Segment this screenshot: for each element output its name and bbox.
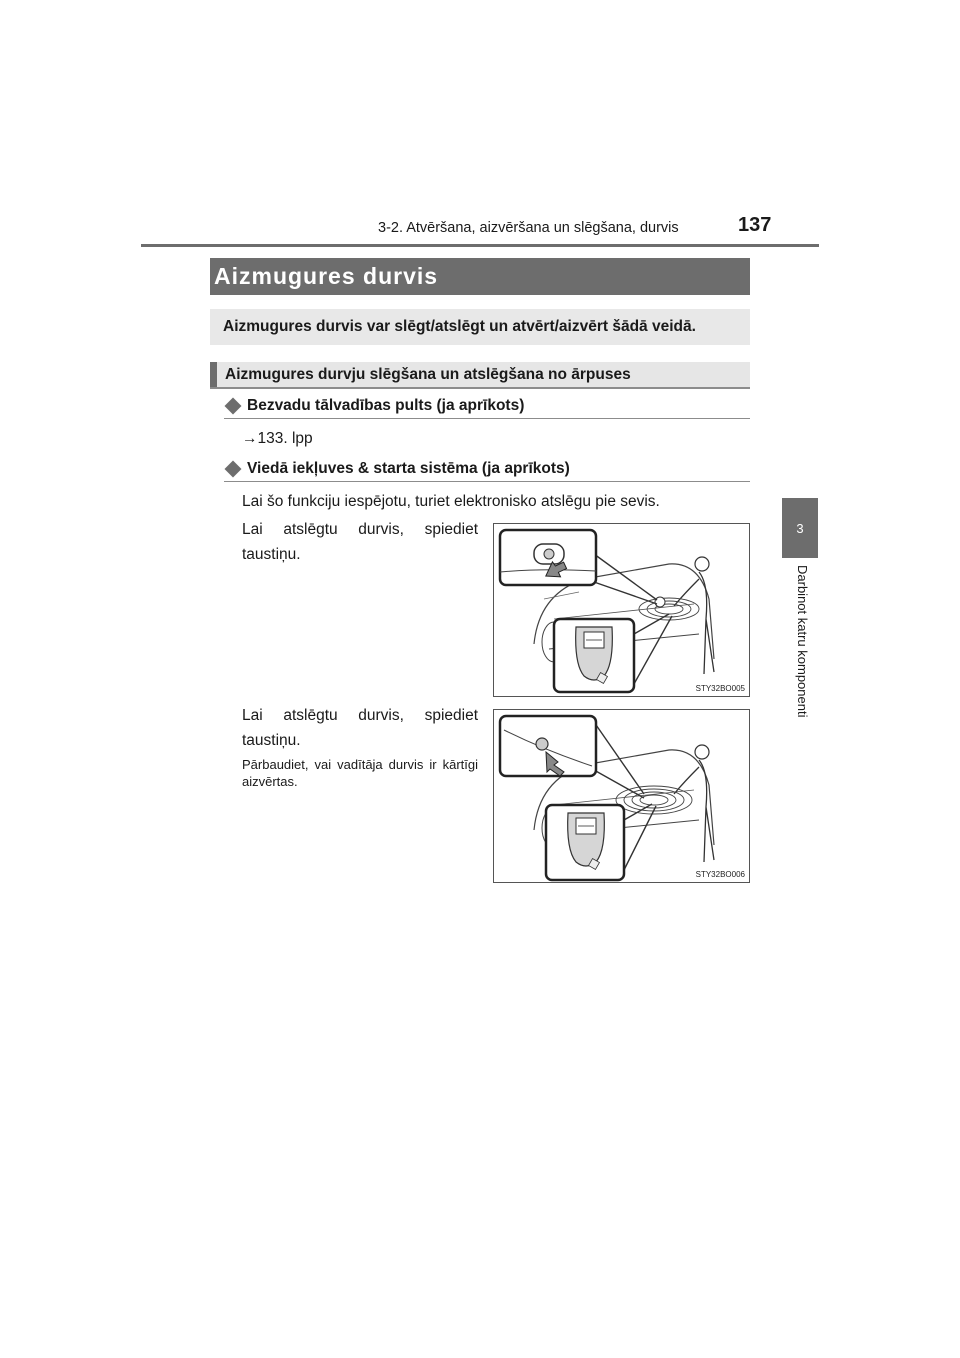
header-section-title: 3-2. Atvēršana, aizvēršana un slēgšana, durvis xyxy=(378,220,679,236)
car-rear-illustration xyxy=(494,710,750,883)
item-heading-text: Viedā iekļuves & starta sistēma (ja aprīkots) xyxy=(247,460,570,477)
intro-text: Aizmugures durvis var slēgt/atslēgt un atvērt/aizvērt šādā veidā. xyxy=(223,318,696,335)
item-heading-text: Bezvadu tālvadības pults (ja aprīkots) xyxy=(247,397,525,414)
subsection-heading xyxy=(210,362,750,389)
chapter-label: Darbinot katru komponenti xyxy=(795,565,810,718)
page-reference-link[interactable]: →133. lpp xyxy=(242,430,313,447)
item-heading-smart-entry xyxy=(224,457,750,482)
step-2-note: Pārbaudiet, vai vadītāja durvis ir kārtīgi aizvērtas. xyxy=(242,757,478,789)
subsection-heading-text: Aizmugures durvju slēgšana un atslēgšana no ārpuses xyxy=(225,365,631,383)
subsection-bar xyxy=(210,362,217,387)
step-1-text: Lai atslēgtu durvis, spiediet taustiņu. xyxy=(242,521,478,563)
item-description: Lai šo funkciju iespējotu, turiet elektronisko atslēgu pie sevis. xyxy=(242,493,660,510)
figure-code: STY32BO006 xyxy=(695,870,745,879)
page-title-text: Aizmugures durvis xyxy=(214,263,439,289)
figure-unlock-step-1 xyxy=(493,523,750,697)
intro-box xyxy=(210,309,750,345)
diamond-bullet-icon xyxy=(225,461,242,478)
header-divider xyxy=(141,244,819,247)
diamond-bullet-icon xyxy=(225,398,242,415)
chapter-tab: 3 xyxy=(782,498,818,558)
item-heading-remote xyxy=(224,394,750,419)
figure-code: STY32BO005 xyxy=(695,684,745,693)
step-2-text: Lai atslēgtu durvis, spiediet taustiņu. xyxy=(242,707,478,749)
car-rear-illustration xyxy=(494,524,750,697)
page-title xyxy=(210,258,750,295)
figure-unlock-step-2 xyxy=(493,709,750,883)
page-number: 137 xyxy=(738,214,772,236)
